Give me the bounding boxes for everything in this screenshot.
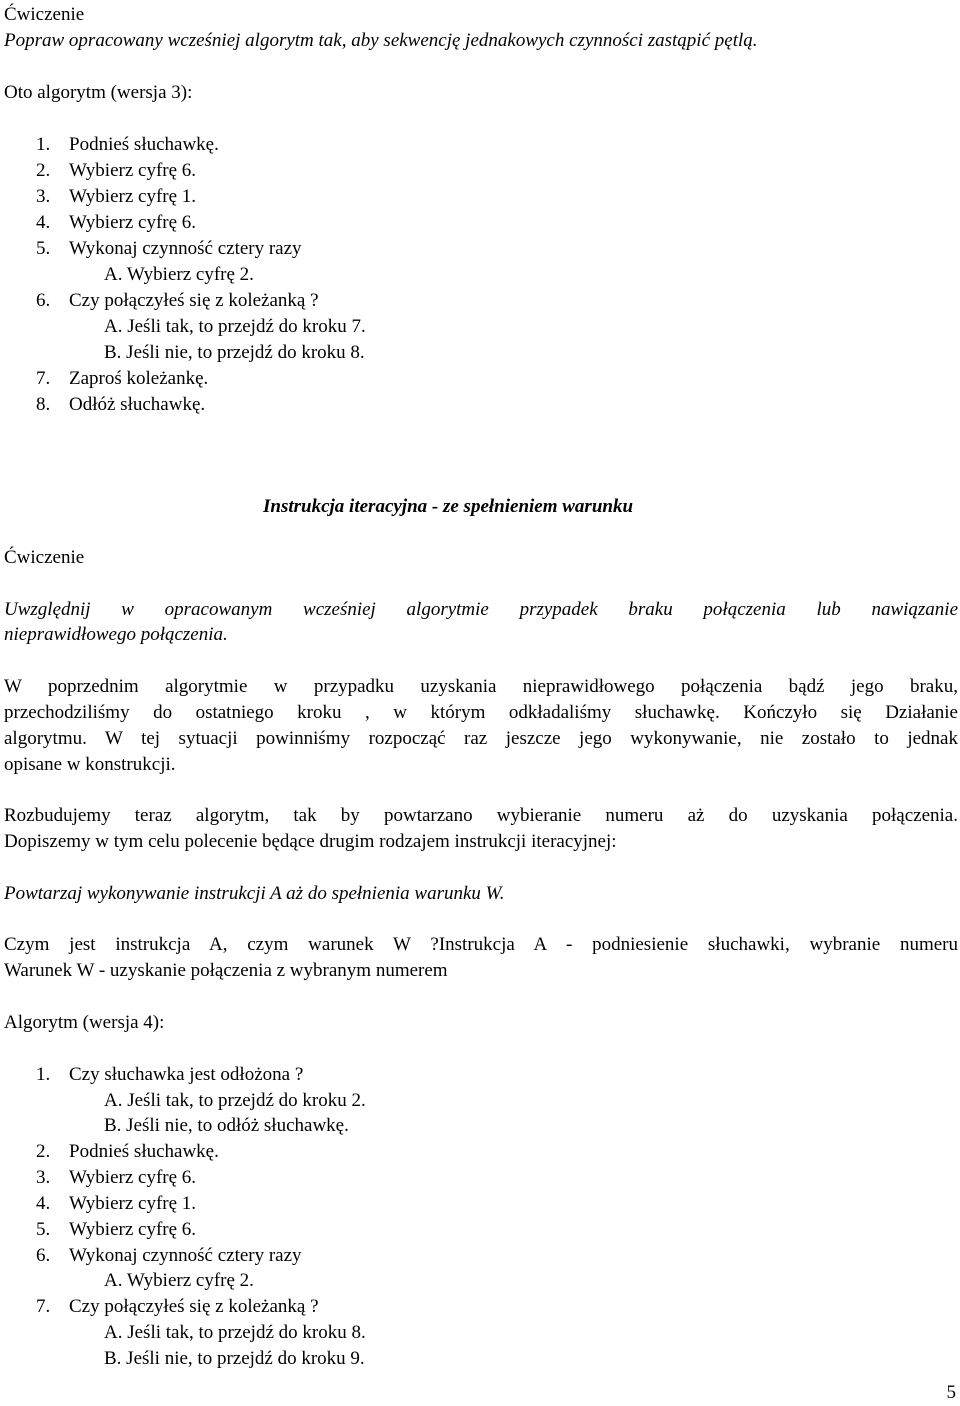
list-item: Wybierz cyfrę 6. [69,1219,197,1240]
step-number: 7. [36,1296,51,1317]
exercise-heading: Ćwiczenie [4,547,85,568]
list-item: Wykonaj czynność cztery razy [69,238,302,259]
step-number: 3. [36,186,51,207]
exercise-task-line: nieprawidłowego połączenia. [4,624,228,645]
list-item: Podnieś słuchawkę. [69,1141,219,1162]
list-item: Wybierz cyfrę 1. [69,186,197,207]
paragraph-line: opisane w konstrukcji. [4,754,176,775]
list-item: Wybierz cyfrę 1. [69,1193,197,1214]
step-number: 4. [36,212,51,233]
list-item: Wykonaj czynność cztery razy [69,1245,302,1266]
step-number: 3. [36,1167,51,1188]
list-subitem: B. Jeśli nie, to przejdź do kroku 9. [104,1348,365,1369]
paragraph-line: W poprzednim algorytmie w przypadku uzyskania nieprawidłowego połączenia bądź jego braku, [4,676,958,697]
list-item: Podnieś słuchawkę. [69,134,219,155]
list-item: Czy połączyłeś się z koleżanką ? [69,1296,319,1317]
step-number: 2. [36,160,51,181]
list-subitem: B. Jeśli nie, to odłóż słuchawkę. [104,1115,349,1136]
step-number: 2. [36,1141,51,1162]
list-item: Odłóż słuchawkę. [69,394,206,415]
step-number: 5. [36,238,51,259]
algorithm-intro: Oto algorytm (wersja 3): [4,82,193,103]
iteration-rule: Powtarzaj wykonywanie instrukcji A aż do spełnienia warunku W. [4,883,505,904]
list-item: Zaproś koleżankę. [69,368,209,389]
paragraph-line: Rozbudujemy teraz algorytm, tak by powtarzano wybieranie numeru aż do uzyskania połączenia. [4,805,958,826]
list-item: Wybierz cyfrę 6. [69,160,197,181]
list-item: Wybierz cyfrę 6. [69,212,197,233]
list-subitem: A. Jeśli tak, to przejdź do kroku 7. [104,316,366,337]
step-number: 6. [36,1245,51,1266]
exercise-task: Popraw opracowany wcześniej algorytm tak, aby sekwencję jednakowych czynności zastąpić pętlą. [4,30,758,51]
step-number: 1. [36,134,51,155]
step-number: 5. [36,1219,51,1240]
paragraph-line: Dopiszemy w tym celu polecenie będące drugim rodzajem instrukcji iteracyjnej: [4,831,617,852]
exercise-task-line: Uwzględnij w opracowanym wcześniej algorytmie przypadek braku połączenia lub nawiązanie [4,599,958,620]
list-subitem: A. Wybierz cyfrę 2. [104,1270,254,1291]
list-item: Czy połączyłeś się z koleżanką ? [69,290,319,311]
list-subitem: B. Jeśli nie, to przejdź do kroku 8. [104,342,365,363]
question-line: Warunek W - uzyskanie połączenia z wybranym numerem [4,960,448,981]
algorithm-intro: Algorytm (wersja 4): [4,1012,165,1033]
question-line: Czym jest instrukcja A, czym warunek W ?Instrukcja A - podniesienie słuchawki, wybranie numeru [4,934,958,955]
list-subitem: A. Jeśli tak, to przejdź do kroku 2. [104,1090,366,1111]
step-number: 1. [36,1064,51,1085]
step-number: 6. [36,290,51,311]
paragraph-line: przechodziliśmy do ostatniego kroku , w którym odkładaliśmy słuchawkę. Kończyło się Działanie [4,702,958,723]
list-item: Wybierz cyfrę 6. [69,1167,197,1188]
page-number: 5 [946,1382,956,1403]
step-number: 8. [36,394,51,415]
list-subitem: A. Jeśli tak, to przejdź do kroku 8. [104,1322,366,1343]
exercise-heading: Ćwiczenie [4,4,85,25]
step-number: 7. [36,368,51,389]
list-subitem: A. Wybierz cyfrę 2. [104,264,254,285]
section-title: Instrukcja iteracyjna - ze spełnieniem warunku [263,496,634,517]
list-item: Czy słuchawka jest odłożona ? [69,1064,304,1085]
paragraph-line: algorytmu. W tej sytuacji powinniśmy rozpocząć raz jeszcze jego wykonywanie, nie zostało to jednak [4,728,958,749]
step-number: 4. [36,1193,51,1214]
